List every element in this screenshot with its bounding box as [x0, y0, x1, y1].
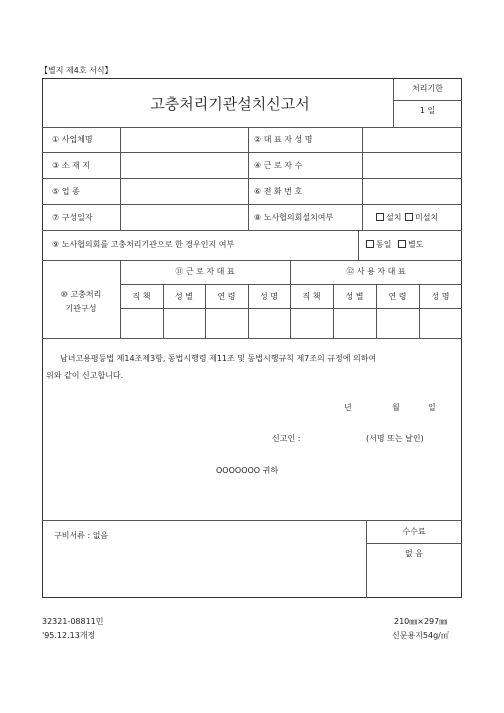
date-year: 년	[344, 403, 352, 412]
employer-rep-header: ⑫ 사 용 자 대 표	[346, 267, 406, 276]
council-none-label: 미설치	[415, 213, 439, 222]
q9-same-label: 동일	[376, 240, 392, 249]
q9-options	[366, 240, 423, 250]
business-name-label: ① 사업체명	[52, 135, 93, 144]
q9-label: ⑨ 노사협의회를 고충처리기관으로 한 경우인지 여부	[52, 240, 235, 249]
date-day: 일	[428, 403, 436, 412]
council-none-checkbox[interactable]	[405, 213, 413, 221]
phone-label: ⑥ 전 화 번 호	[254, 187, 303, 196]
form-number-tag: 【별지 제4호 서식】	[40, 66, 113, 75]
location-label: ③ 소 재 지	[52, 161, 90, 170]
representative-label: ② 대 표 자 성 명	[254, 135, 313, 144]
q9-same-checkbox[interactable]	[366, 240, 374, 248]
reporter-label: 신고인 :	[272, 434, 301, 443]
form-code: 32321-08811민	[42, 617, 104, 626]
col-name-1: 성 명	[260, 292, 278, 301]
worker-rep-header: ⑪ 근 로 자 대 표	[175, 267, 235, 276]
paper-size: 210㎜×297㎜	[394, 617, 448, 626]
col-gender-2: 성 별	[345, 292, 364, 301]
council-options	[376, 213, 438, 223]
required-docs: 구비서류 : 없음	[54, 531, 109, 540]
col-position-2: 직 책	[302, 292, 321, 301]
council-label: ⑧ 노사협의회설치여부	[254, 213, 334, 222]
statement-line-2: 위와 같이 신고합니다.	[46, 371, 124, 380]
signature-note: (서명 또는 날인)	[366, 434, 424, 443]
col-age-1: 연 령	[217, 292, 236, 301]
col-gender-1: 성 별	[175, 292, 193, 301]
deadline-value: 1 일	[419, 106, 436, 115]
fee-value: 없 음	[405, 549, 423, 558]
col-name-2: 성 명	[431, 292, 450, 301]
paper-type: 신문용지54g/㎡	[392, 631, 449, 640]
form-title: 고충처리기관설치신고서	[150, 95, 310, 113]
revision-date: '95.12.13개정	[42, 631, 96, 640]
q9-separate-label: 별도	[408, 240, 424, 249]
workers-label: ④ 근 로 자 수	[254, 161, 303, 170]
col-position-1: 직 책	[132, 292, 151, 301]
fee-label: 수수료	[402, 527, 426, 536]
council-install-checkbox[interactable]	[376, 213, 384, 221]
statement-line-1: 남녀고용평등법 제14조제3항, 동법시행령 제11조 및 동법시행규칙 제7조의 규정에 의하여	[60, 354, 377, 363]
deadline-label: 처리기한	[412, 84, 443, 93]
composition-label-line1: ⑩ 고충처리	[60, 290, 102, 299]
established-label: ⑦ 구성일자	[52, 213, 93, 222]
council-install-label: 설치	[386, 213, 402, 222]
composition-label-line2: 기관구성	[65, 304, 97, 313]
industry-label: ⑤ 업 종	[52, 187, 80, 196]
date-month: 월	[392, 403, 400, 412]
addressee: OOOOOOO 귀하	[216, 466, 279, 475]
report-date	[330, 403, 450, 413]
q9-separate-checkbox[interactable]	[398, 240, 406, 248]
col-age-2: 연 령	[388, 292, 407, 301]
